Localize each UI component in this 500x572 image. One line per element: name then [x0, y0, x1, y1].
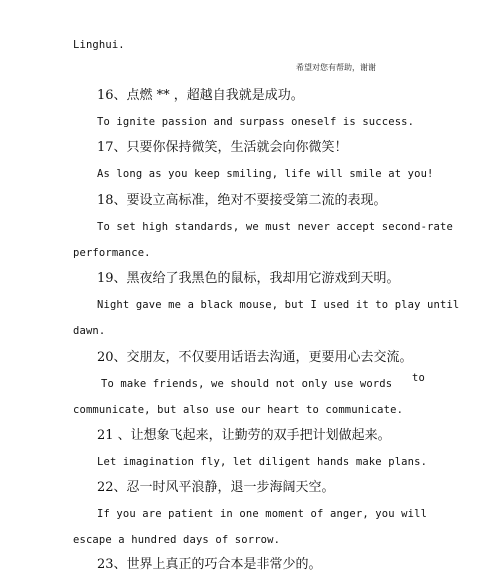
quote-16-chinese: 16、点燃 ** ，超越自我就是成功。 — [97, 88, 304, 103]
quote-20-english-line2: communicate, but also use our heart to communicate. — [73, 404, 404, 416]
quote-20-english-line1: To make friends, we should not only use words — [101, 378, 393, 390]
quote-19-english-line2: dawn. — [73, 325, 106, 337]
quote-16-english: To ignite passion and surpass oneself is success. — [97, 116, 415, 128]
quote-17-english: As long as you keep smiling, life will smile at you! — [97, 168, 434, 180]
quote-19-english-line1: Night gave me a black mouse, but I used it to play until — [97, 299, 460, 311]
quote-22-english-line2: escape a hundred days of sorrow. — [73, 534, 281, 546]
quote-22-english-line1: If you are patient in one moment of anger, you will — [97, 508, 428, 520]
quote-23-chinese: 23、世界上真正的巧合本是非常少的。 — [97, 557, 322, 572]
quote-18-english-line1: To set high standards, we must never accept second-rate — [97, 221, 453, 233]
quote-19-chinese: 19、黑夜给了我黑色的鼠标，我却用它游戏到天明。 — [97, 271, 400, 286]
quote-18-chinese: 18、要设立高标准，绝对不要接受第二流的表现。 — [97, 193, 387, 208]
header-note: 希望对您有帮助，谢谢 — [296, 63, 376, 72]
quote-21-chinese: 21 、让想象飞起来，让勤劳的双手把计划做起来。 — [97, 428, 391, 443]
quote-17-chinese: 17、只要你保持微笑，生活就会向你微笑！ — [97, 140, 348, 155]
top-fragment-text: Linghui. — [73, 39, 125, 51]
quote-20-chinese: 20、交朋友，不仅要用话语去沟通，更要用心去交流。 — [97, 350, 413, 365]
quote-20-english-to: to — [412, 372, 425, 384]
quote-18-english-line2: performance. — [73, 247, 151, 259]
quote-22-chinese: 22、忍一时风平浪静，退一步海阔天空。 — [97, 480, 335, 495]
quote-21-english: Let imagination fly, let diligent hands make plans. — [97, 456, 428, 468]
